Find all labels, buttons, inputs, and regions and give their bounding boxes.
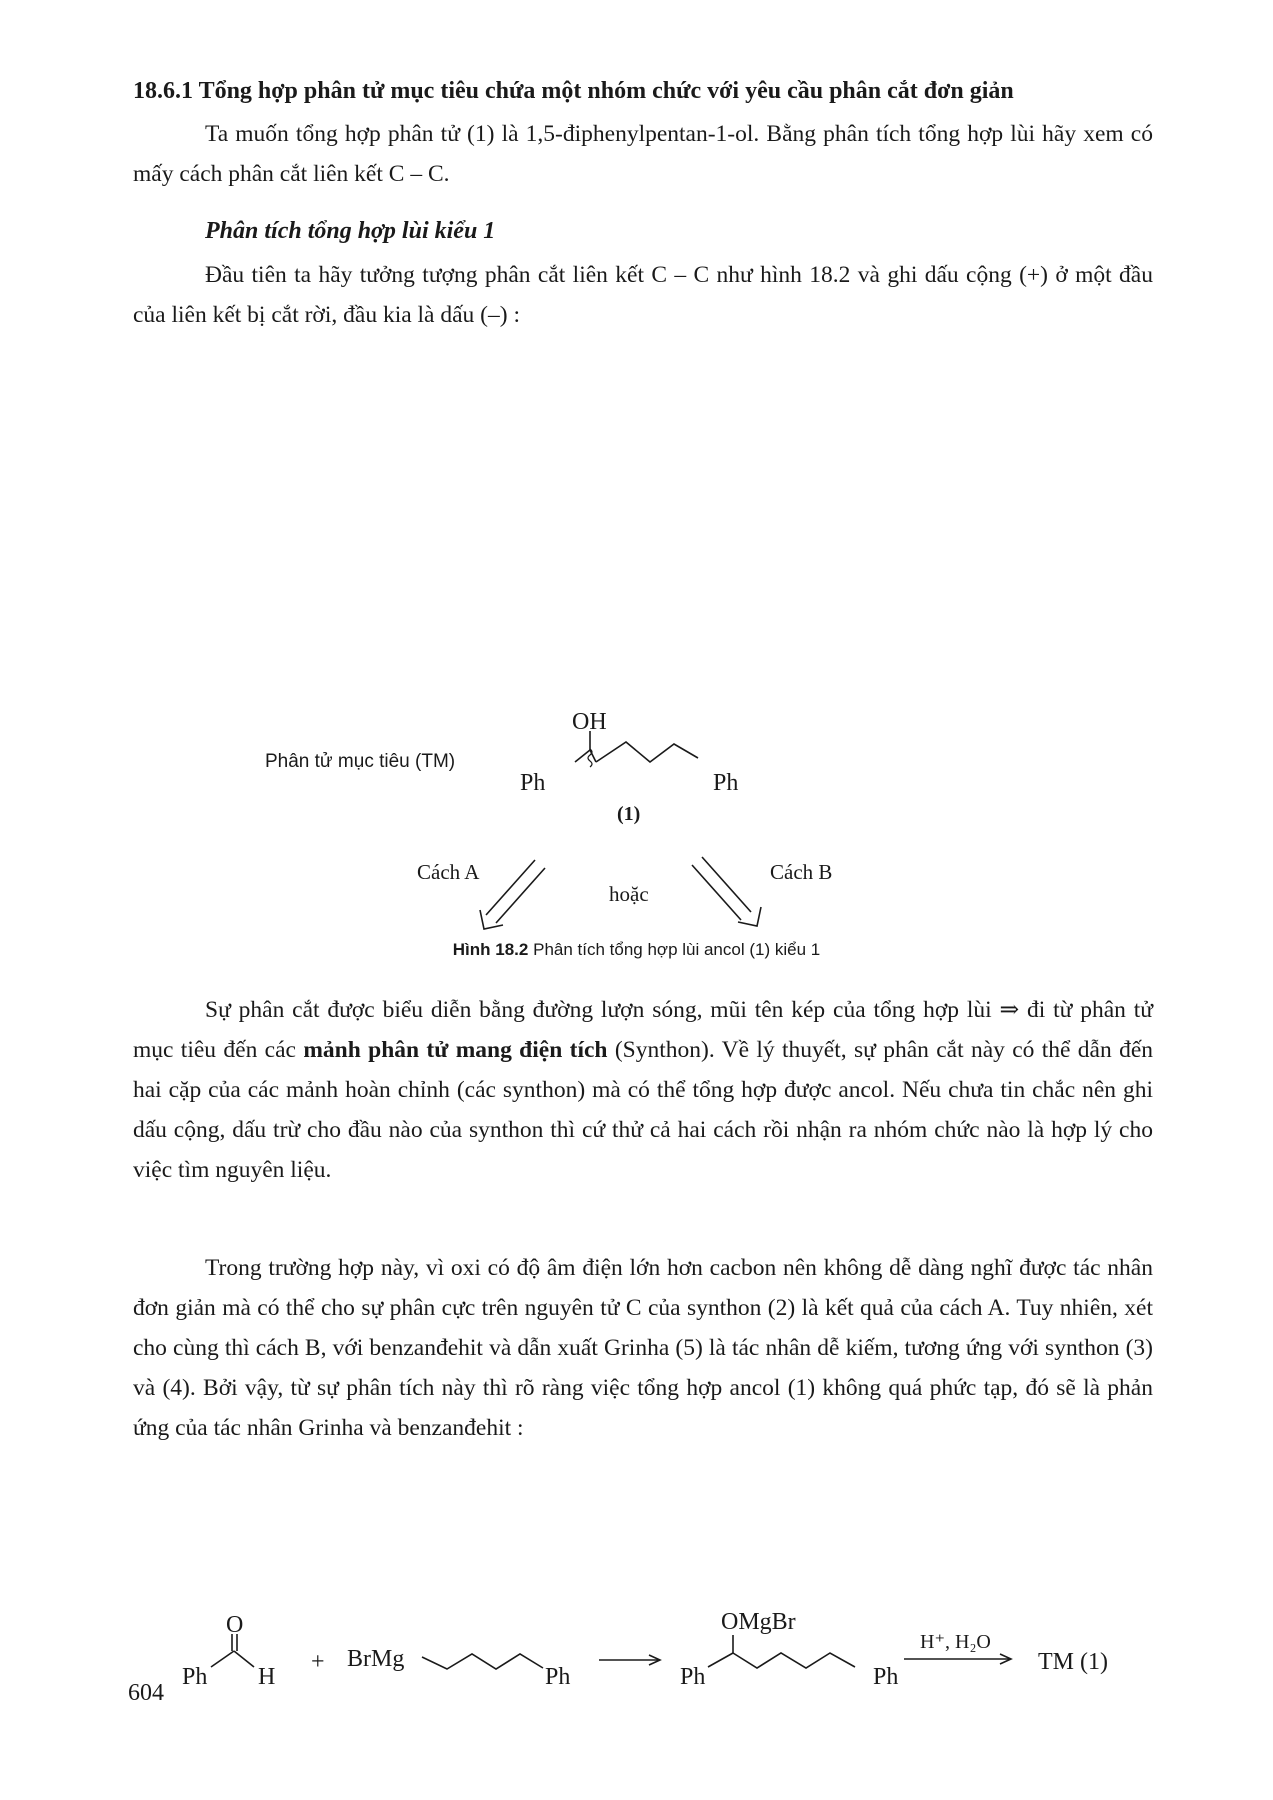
- ph-label: Ph: [873, 1664, 899, 1685]
- subheading: Phân tích tổng hợp lùi kiểu 1: [205, 218, 496, 244]
- figure-caption: [0, 940, 1273, 960]
- ph-label: Ph: [520, 770, 546, 796]
- bold-term: mảnh phân tử mang điện tích: [303, 1037, 608, 1063]
- alkoxide-label: OMgBr: [721, 1609, 796, 1635]
- hydrogen-label: H: [258, 1664, 276, 1685]
- ph-label: Ph: [545, 1664, 571, 1685]
- retrosynthesis-scheme: [0, 340, 1273, 930]
- product-label: TM (1): [1038, 1649, 1108, 1675]
- caption-text: Phân tích tổng hợp lùi ancol (1) kiểu 1: [533, 940, 821, 959]
- section-heading: 18.6.1 Tổng hợp phân tử mục tiêu chứa một nhóm chức với yêu cầu phân cắt đơn giản: [133, 78, 1014, 104]
- route-a-label: Cách A: [417, 860, 480, 884]
- oxygen-label: O: [226, 1612, 244, 1638]
- grignard-label: BrMg: [347, 1646, 405, 1672]
- oh-label: OH: [572, 709, 607, 735]
- or-label: hoặc: [609, 882, 649, 906]
- paragraph-cleavage: Đầu tiên ta hãy tưởng tượng phân cắt liên kết C – C như hình 18.2 và ghi dấu cộng (+) ở một đầu của liên kết bị cắt rời, đầu kia là dấu (–) :: [133, 262, 1153, 328]
- plus-sign: +: [311, 1649, 325, 1675]
- target-molecule-label: Phân tử mục tiêu (TM): [265, 751, 456, 772]
- route-b-label: Cách B: [770, 860, 833, 884]
- ph-label: Ph: [713, 770, 739, 796]
- compound-number-1: (1): [617, 803, 641, 825]
- paragraph-grignard: Trong trường hợp này, vì oxi có độ âm điện lớn hơn cacbon nên không dễ dàng nghĩ được tác nhân đơn giản mà có thể cho sự phân cực trên nguyên tử C của synthon (2) là kết quả của cách A. Tuy nhiên, xét cho cùng thì cách B, với benzanđehit và dẫn xuất Grinha (5) là tác nhân dễ kiếm, tương ứng với synthon (3) và (4). Bởi vậy, từ sự phân tích này thì rõ ràng việc tổng hợp ancol (1) không quá phức tạp, đó sẽ là phản ứng của tác nhân Grinha và benzanđehit :: [133, 1255, 1153, 1441]
- intro-paragraph: Ta muốn tổng hợp phân tử (1) là 1,5-điphenylpentan-1-ol. Bằng phân tích tổng hợp lùi hãy xem có mấy cách phân cắt liên kết C – C.: [133, 121, 1153, 187]
- ph-label: Ph: [182, 1664, 208, 1685]
- grignard-reaction: [0, 1605, 1273, 1685]
- caption-label: Hình 18.2: [452, 940, 529, 959]
- ph-label: Ph: [680, 1664, 706, 1685]
- reaction-conditions: H⁺, H₂O: [920, 1631, 991, 1653]
- paragraph-synthon: Sự phân cắt được biểu diễn bằng đường lượn sóng, mũi tên kép của tổng hợp lùi ⇒ đi từ phân tử mục tiêu đến các mảnh phân tử mang điện tích (Synthon). Về lý thuyết, sự phân cắt này có thể dẫn đến hai cặp của các mảnh hoàn chỉnh (các synthon) mà có thể tổng hợp được ancol. Nếu chưa tin chắc nên ghi dấu cộng, dấu trừ cho đầu nào của synthon thì cứ thử cả hai cách rồi nhận ra nhóm chức nào là hợp lý cho việc tìm nguyên liệu.: [133, 997, 1154, 1183]
- page-number: 604: [128, 1680, 164, 1706]
